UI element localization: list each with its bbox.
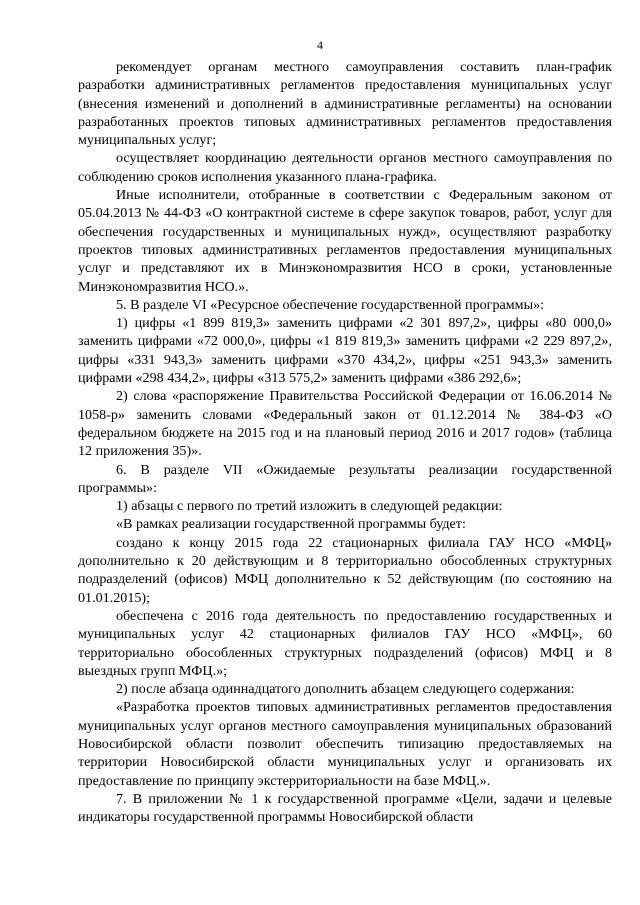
paragraph: 5. В разделе VI «Ресурсное обеспечение государственной программы»: — [116, 296, 545, 313]
paragraph: рекомендует органам местного самоуправления составить план-график разработки административных регламентов предоставления муниципальных услуг (внесения изменений и дополнений в административные регламенты) на основании разработанных проектов типовых административных регламентов предоставления муниципальных услуг; — [78, 59, 612, 149]
paragraph: 2) после абзаца одиннадцатого дополнить абзацем следующего содержания: — [116, 681, 575, 698]
paragraph: Иные исполнители, отобранные в соответствии с Федеральным законом от 05.04.2013 № 44-ФЗ «О контрактной системе в сфере закупок товаров, работ, услуг для обеспечения государственных и муниципальных нужд», осуществляют разработку проектов типовых административных регламентов предоставления муниципальных услуг и представляют их в Минэкономразвития НСО в сроки, установленные Минэкономразвития НСО.». — [78, 187, 612, 295]
paragraph: осуществляет координацию деятельности органов местного самоуправления по соблюдению сроков исполнения указанного плана-графика. — [78, 150, 612, 185]
page-number: 4 — [317, 38, 323, 52]
paragraph: «Разработка проектов типовых административных регламентов предоставления муниципальных услуг органов местного самоуправления муниципальных образований Новосибирской области позволит обеспечить типизацию предоставляемых на территории Новосибирской области муниципальных услуг и организовать их предоставление по принципу экстерриториальности на базе МФЦ.». — [78, 699, 612, 789]
document-body — [78, 58, 612, 826]
paragraph: обеспечена с 2016 года деятельность по предоставлению государственных и муниципальных услуг 42 стационарных филиалов ГАУ НСО «МФЦ», 60 территориально обособленных структурных подразделений (офисов) МФЦ и 8 выездных групп МФЦ.»; — [78, 607, 612, 679]
paragraph: создано к концу 2015 года 22 стационарных филиала ГАУ НСО «МФЦ» дополнительно к 20 действующим и 8 территориально обособленных структурных подразделений (офисов) МФЦ дополнительно к 52 действующим (по состоянию на 01.01.2015); — [78, 534, 612, 606]
paragraph: «В рамках реализации государственной программы будет: — [116, 516, 466, 533]
paragraph: 7. В приложении № 1 к государственной программе «Цели, задачи и целевые индикаторы государственной программы Новосибирской области — [78, 790, 612, 826]
paragraph: 1) абзацы с первого по третий изложить в следующей редакции: — [116, 498, 503, 515]
paragraph: 1) цифры «1 899 819,3» заменить цифрами «2 301 897,2», цифры «80 000,0» заменить цифрами «72 000,0», цифры «1 819 819,3» заменить цифрами «2 229 897,2», цифры «331 943,3» заменить цифрами «370 434,2», цифры «251 943,3» заменить цифрами «298 434,2», цифры «313 575,2» заменить цифрами «386 292,6»; — [78, 315, 612, 387]
paragraph: 2) слова «распоряжение Правительства Российской Федерации от 16.06.2014 № 1058-р» заменить словами «Федеральный закон от 01.12.2014 № 384-ФЗ «О федеральном бюджете на 2015 год и на плановый период 2016 и 2017 годов» (таблица 12 приложения 35)». — [78, 388, 612, 460]
paragraph: 6. В разделе VII «Ожидаемые результаты реализации государственной программы»: — [78, 461, 612, 496]
